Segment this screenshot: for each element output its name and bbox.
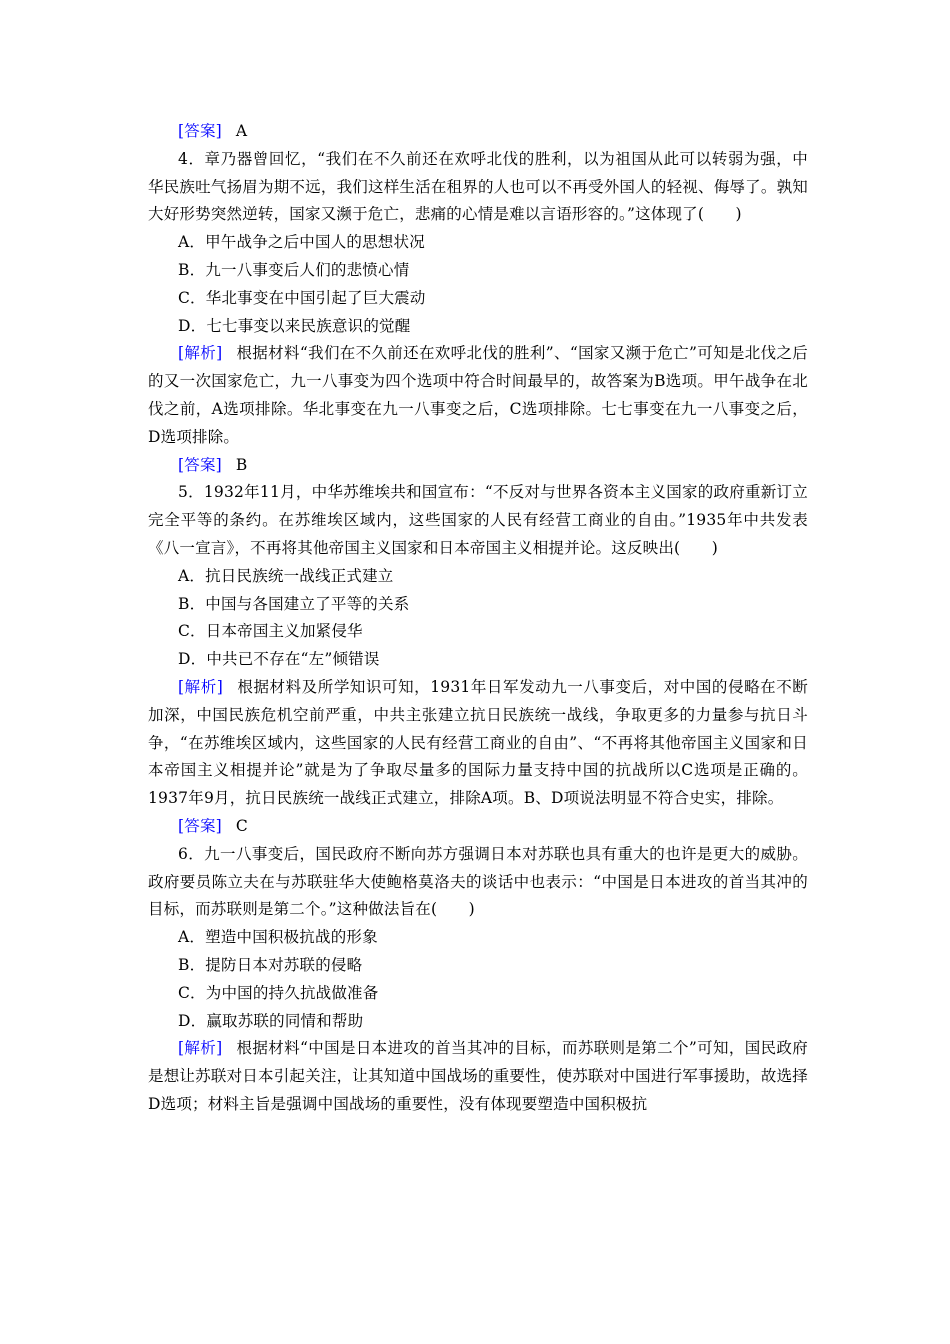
option-d: D．七七事变以来民族意识的觉醒 bbox=[178, 316, 411, 335]
question-5: 5．1932年11月，中华苏维埃共和国宣布：“不反对与世界各资本主义国家的政府重新订立完全平等的条约。在苏维埃区域内，这些国家的人民有经营工商业的自由。”1935年中共发表《八一宣言》，不再将其他帝国主义国家和日本帝国主义相提并论。这反映出( ) bbox=[148, 483, 808, 557]
option-c: C．日本帝国主义加紧侵华 bbox=[178, 622, 363, 641]
option-a: A．甲午战争之后中国人的思想状况 bbox=[178, 233, 425, 252]
analysis-text: 根据材料及所学知识可知，1931年日军发动九一八事变后，对中国的侵略在不断加深，中国民族危机空前严重，中共主张建立抗日民族统一战线，争取更多的力量参与抗日斗争，“在苏维埃区域内，这些国家的人民有经营工商业的自由”、“不再将其他帝国主义国家和日本帝国主义相提并论”就是为了争取尽量多的国际力量支持中国的抗战所以C选项是正确的。1937年9月，抗日民族统一战线正式建立，排除A项。B、D项说法明显不符合史实，排除。 bbox=[148, 677, 808, 808]
option-a: A．抗日民族统一战线正式建立 bbox=[178, 566, 394, 585]
question-6: 6．九一八事变后，国民政府不断向苏方强调日本对苏联也具有重大的也许是更大的威胁。政府要员陈立夫在与苏联驻华大使鲍格莫洛夫的谈话中也表示：“中国是日本进攻的首当其冲的目标，而苏联则是第二个。”这种做法旨在( ) bbox=[148, 844, 808, 919]
analysis-text: 根据材料“我们在不久前还在欢呼北伐的胜利”、“国家又濒于危亡”可知是北伐之后的又一次国家危亡，九一八事变为四个选项中符合时间最早的，故答案为B选项。甲午战争在北伐之前，A选项排除。华北事变在九一八事变之后，C选项排除。七七事变在九一八事变之后，D选项排除。 bbox=[148, 344, 808, 446]
document-body bbox=[148, 118, 808, 1119]
option-a: A．塑造中国积极抗战的形象 bbox=[178, 928, 378, 947]
answer-tag: [答案] bbox=[178, 816, 222, 835]
answer-line bbox=[148, 452, 808, 480]
analysis-tag: [解析] bbox=[178, 344, 223, 363]
answer-value: B bbox=[235, 455, 248, 474]
option-c: C．华北事变在中国引起了巨大震动 bbox=[178, 288, 426, 307]
option-b: B．中国与各国建立了平等的关系 bbox=[178, 594, 410, 613]
option-d: D．中共已不存在“左”倾错误 bbox=[178, 650, 380, 669]
analysis-paragraph bbox=[148, 674, 808, 813]
answer-value: C bbox=[235, 816, 248, 835]
analysis-tag: [解析] bbox=[178, 1039, 223, 1058]
analysis-paragraph bbox=[148, 340, 808, 451]
option-b: B．提防日本对苏联的侵略 bbox=[178, 955, 363, 974]
answer-line bbox=[148, 813, 808, 841]
option-d: D．赢取苏联的同情和帮助 bbox=[178, 1011, 364, 1030]
analysis-paragraph bbox=[148, 1035, 808, 1118]
analysis-text: 根据材料“中国是日本进攻的首当其冲的目标，而苏联则是第二个”可知，国民政府是想让苏联对日本引起关注，让其知道中国战场的重要性，使苏联对中国进行军事援助，故选择D选项；材料主旨是强调中国战场的重要性，没有体现要塑造中国积极抗 bbox=[148, 1039, 808, 1113]
answer-tag: [答案] bbox=[178, 122, 222, 140]
option-c: C．为中国的持久抗战做准备 bbox=[178, 983, 379, 1002]
answer-value: A bbox=[235, 122, 248, 140]
question-4: 4．章乃器曾回忆，“我们在不久前还在欢呼北伐的胜利，以为祖国从此可以转弱为强，中华民族吐气扬眉为期不远，我们这样生活在租界的人也可以不再受外国人的轻视、侮辱了。孰知大好形势突然逆转，国家又濒于危亡，悲痛的心情是难以言语形容的。”这体现了( ) bbox=[148, 149, 808, 224]
analysis-tag: [解析] bbox=[178, 677, 224, 696]
answer-line bbox=[148, 118, 808, 146]
answer-tag: [答案] bbox=[178, 455, 222, 474]
option-b: B．九一八事变后人们的悲愤心情 bbox=[178, 260, 410, 279]
